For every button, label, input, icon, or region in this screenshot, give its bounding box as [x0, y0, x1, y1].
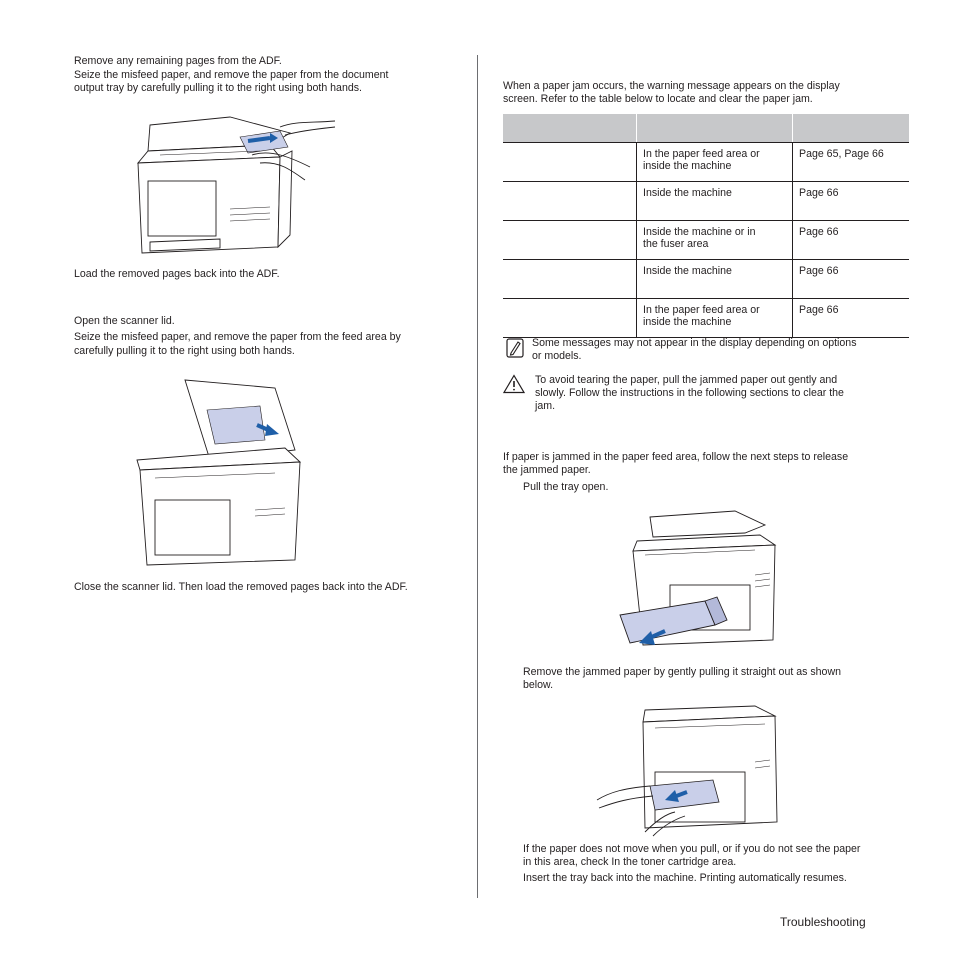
adf-step-2-line-2: output tray by carefully pulling it to the right using both hands.: [74, 82, 362, 94]
table-row: [503, 182, 909, 221]
caution-line-1: To avoid tearing the paper, pull the jammed paper out gently and: [535, 374, 838, 386]
feed-step-2-line-2: below.: [523, 679, 554, 691]
table-row: [503, 299, 909, 338]
table-cell-message: [503, 299, 637, 338]
adf-step-2-line-1: Seize the misfeed paper, and remove the paper from the document: [74, 69, 389, 81]
paper-jam-table: [503, 114, 909, 338]
footer-section-title: Troubleshooting: [780, 915, 866, 929]
column-divider: [477, 55, 478, 898]
feed-step-3-line-2: in this area, check In the toner cartridge area.: [523, 856, 737, 868]
lid-step-3: Close the scanner lid. Then load the removed pages back into the ADF.: [74, 581, 408, 593]
table-row: [503, 221, 909, 260]
note-line-2: or models.: [532, 350, 582, 362]
caution-triangle-icon: [503, 374, 525, 394]
scanner-lid-open-illustration: [135, 370, 305, 570]
tray-open-illustration: [615, 505, 795, 660]
caution-line-2: slowly. Follow the instructions in the following sections to clear the: [535, 387, 844, 399]
table-cell-location: Inside the machine: [637, 182, 793, 221]
table-cell-location: In the paper feed area or inside the machine: [637, 299, 793, 338]
table-header-cell: [503, 114, 637, 143]
feed-intro-line-1: If paper is jammed in the paper feed area, follow the next steps to release: [503, 451, 849, 463]
caution-line-3: jam.: [535, 400, 556, 412]
table-cell-page: Page 66: [793, 221, 910, 260]
table-cell-location: In the paper feed area or inside the machine: [637, 143, 793, 182]
table-cell-message: [503, 143, 637, 182]
table-row: [503, 260, 909, 299]
feed-intro-line-2: the jammed paper.: [503, 464, 591, 476]
note-pencil-icon: [506, 338, 524, 358]
intro-line-1: When a paper jam occurs, the warning message appears on the display: [503, 80, 840, 92]
feed-step-4: Insert the tray back into the machine. Printing automatically resumes.: [523, 872, 847, 884]
adf-step-3: Load the removed pages back into the ADF.: [74, 268, 280, 280]
table-cell-page: Page 66: [793, 182, 910, 221]
table-cell-page: Page 66: [793, 260, 910, 299]
feed-step-1: Pull the tray open.: [523, 481, 609, 493]
lid-step-1: Open the scanner lid.: [74, 315, 175, 327]
feed-step-3-line-1: If the paper does not move when you pull, or if you do not see the paper: [523, 843, 861, 855]
adf-step-1: Remove any remaining pages from the ADF.: [74, 55, 282, 67]
table-header-row: [503, 114, 909, 143]
table-header-cell: [793, 114, 910, 143]
table-header-cell: [637, 114, 793, 143]
table-cell-location: Inside the machine or in the fuser area: [637, 221, 793, 260]
lid-step-2-line-1: Seize the misfeed paper, and remove the paper from the feed area by: [74, 331, 401, 343]
adf-misfeed-illustration: [120, 105, 350, 265]
table-cell-message: [503, 221, 637, 260]
table-cell-location: Inside the machine: [637, 260, 793, 299]
table-cell-message: [503, 260, 637, 299]
note-line-1: Some messages may not appear in the display depending on options: [532, 337, 857, 349]
table-cell-page: Page 66: [793, 299, 910, 338]
table-cell-page: Page 65, Page 66: [793, 143, 910, 182]
lid-step-2-line-2: carefully pulling it to the right using both hands.: [74, 345, 295, 357]
remove-jammed-paper-illustration: [595, 702, 790, 837]
intro-line-2: screen. Refer to the table below to locate and clear the paper jam.: [503, 93, 813, 105]
table-row: [503, 143, 909, 182]
table-cell-message: [503, 182, 637, 221]
feed-step-2-line-1: Remove the jammed paper by gently pulling it straight out as shown: [523, 666, 841, 678]
